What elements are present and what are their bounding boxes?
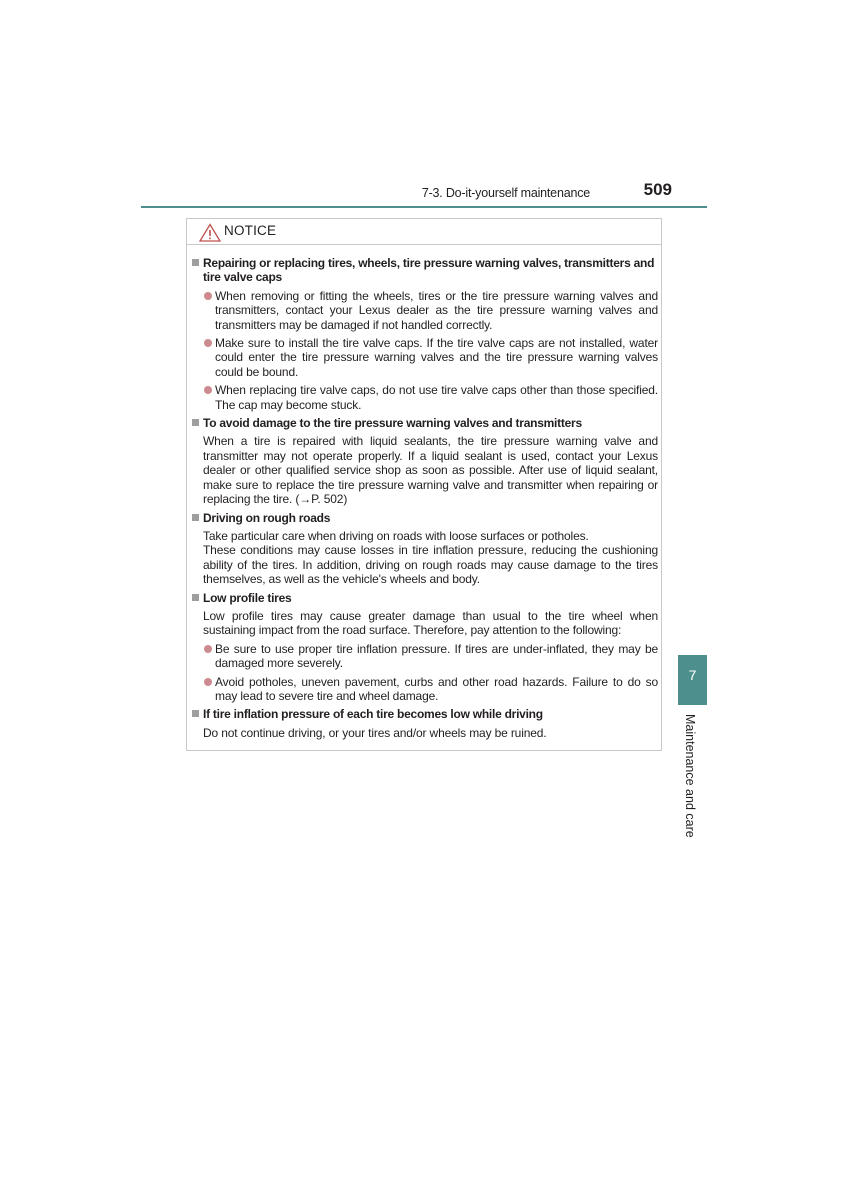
section-heading: Repairing or replacing tires, wheels, tire pressure warning valves, transmitters and tire valve caps bbox=[191, 256, 658, 285]
section-body: Low profile tires may cause greater damage than usual to the tire wheel when sustaining impact from the road surface. Therefore, pay attention to the following: bbox=[203, 608, 658, 638]
header-divider bbox=[141, 206, 707, 208]
section-heading: To avoid damage to the tire pressure warning valves and transmitters bbox=[191, 416, 658, 430]
section-body: Take particular care when driving on roads with loose surfaces or potholes. bbox=[203, 528, 589, 543]
circle-bullet-icon bbox=[204, 339, 212, 347]
circle-bullet-icon bbox=[204, 678, 212, 686]
square-bullet-icon bbox=[192, 259, 199, 266]
notice-content bbox=[191, 256, 658, 744]
notice-box bbox=[186, 218, 662, 751]
square-bullet-icon bbox=[192, 419, 199, 426]
square-bullet-icon bbox=[192, 514, 199, 521]
notice-section bbox=[191, 591, 658, 704]
section-body: When a tire is repaired with liquid sealants, the tire pressure warning valve and transmitter may not operate properly. If a liquid sealant is used, contact your Lexus dealer or other qualified service shop as soon as possible. After use of liquid sealant, make sure to replace the tire pressure warning valve and transmitter when repairing or replacing the tire. (→P. 502) bbox=[203, 434, 658, 507]
page-number: 509 bbox=[643, 180, 672, 199]
section-heading: Driving on rough roads bbox=[191, 511, 658, 525]
notice-section bbox=[191, 416, 658, 506]
section-title: 7-3. Do-it-yourself maintenance bbox=[421, 186, 590, 200]
chapter-label: Maintenance and care bbox=[683, 714, 697, 838]
section-body: Do not continue driving, or your tires and/or wheels may be ruined. bbox=[203, 725, 547, 740]
bullet-item: Avoid potholes, uneven pavement, curbs and other road hazards. Failure to do so may lead to severe tire and wheel damage. bbox=[191, 675, 658, 704]
notice-section bbox=[191, 256, 658, 412]
bullet-item: When removing or fitting the wheels, tires or the tire pressure warning valves and transmitters, contact your Lexus dealer as the tire pressure warning valves and transmitters may be damaged if not handled correctly. bbox=[191, 289, 658, 332]
circle-bullet-icon bbox=[204, 292, 212, 300]
notice-section bbox=[191, 707, 658, 740]
notice-label: NOTICE bbox=[224, 223, 277, 238]
chapter-tab: 7 bbox=[678, 655, 707, 705]
circle-bullet-icon bbox=[204, 386, 212, 394]
circle-bullet-icon bbox=[204, 645, 212, 653]
section-heading: If tire inflation pressure of each tire becomes low while driving bbox=[191, 707, 658, 721]
square-bullet-icon bbox=[192, 594, 199, 601]
notice-header bbox=[187, 219, 661, 245]
notice-section bbox=[191, 511, 658, 587]
square-bullet-icon bbox=[192, 710, 199, 717]
section-heading: Low profile tires bbox=[191, 591, 658, 605]
warning-icon bbox=[199, 223, 221, 242]
section-body: These conditions may cause losses in tire inflation pressure, reducing the cushioning ability of the tires. In addition, driving on rough roads may cause damage to the tires themselves, as well as the vehicle's wheels and body. bbox=[203, 543, 658, 587]
bullet-item: Make sure to install the tire valve caps. If the tire valve caps are not installed, water could enter the tire pressure warning valves and the tire pressure warning valves could be bound. bbox=[191, 336, 658, 379]
bullet-item: Be sure to use proper tire inflation pressure. If tires are under-inflated, they may be damaged more severely. bbox=[191, 642, 658, 671]
bullet-item: When replacing tire valve caps, do not use tire valve caps other than those specified. The cap may become stuck. bbox=[191, 383, 658, 412]
